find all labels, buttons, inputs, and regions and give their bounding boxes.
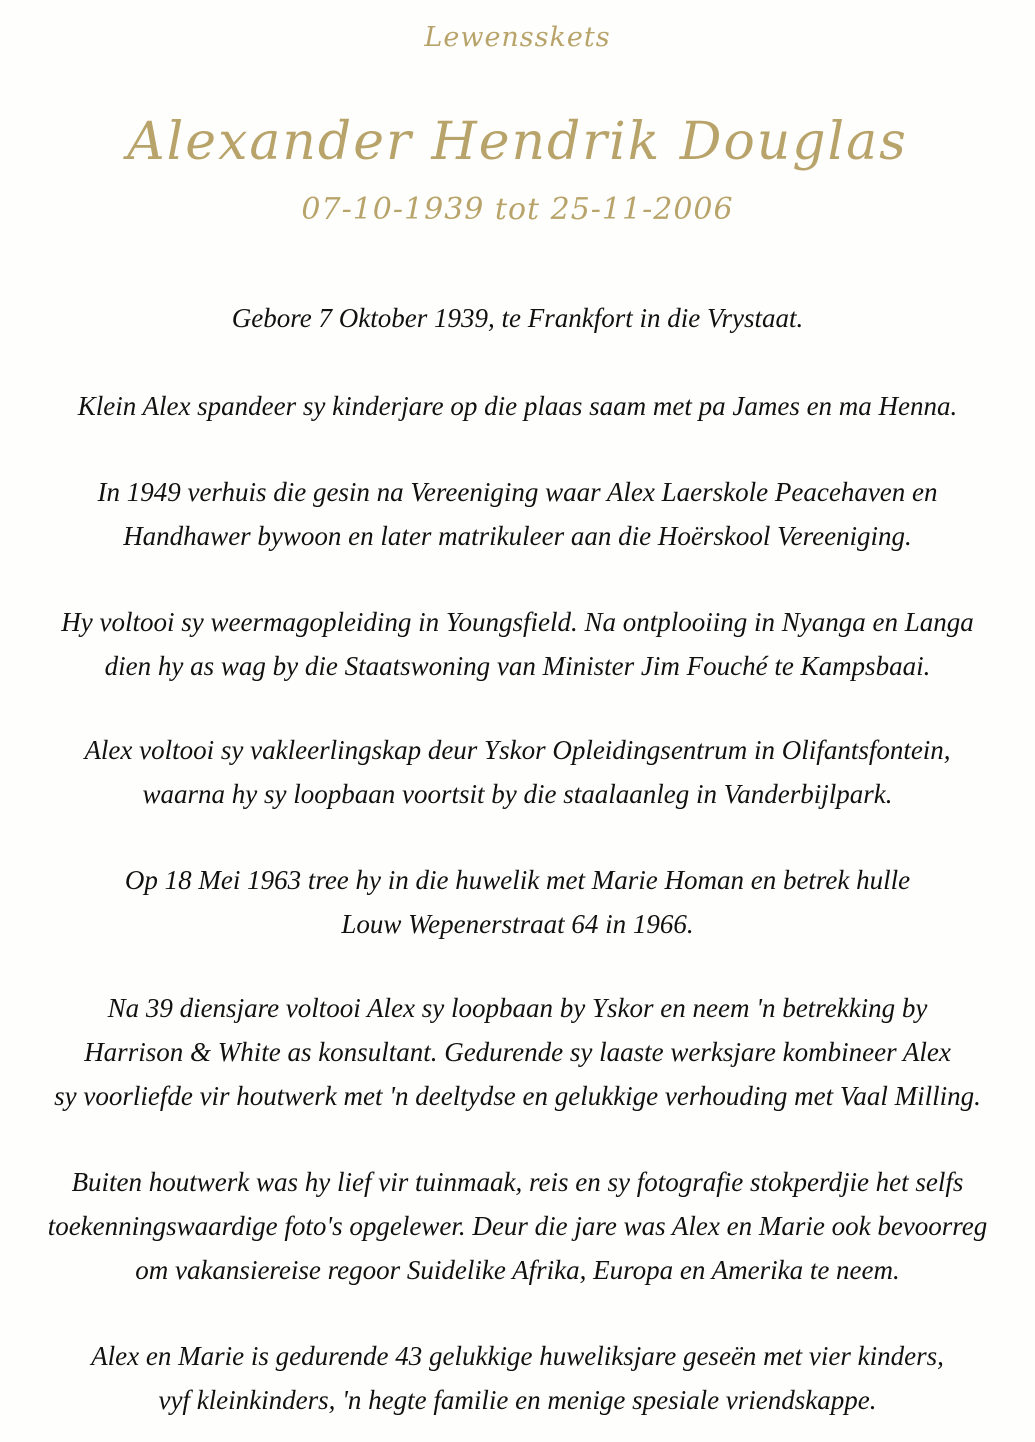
paragraph-line: Harrison & White as konsultant. Gedurende sy laaste werksjare kombineer Alex bbox=[84, 1037, 951, 1067]
paragraph-line: Gebore 7 Oktober 1939, te Frankfort in die Vrystaat. bbox=[231, 303, 804, 333]
paragraph-line: Buiten houtwerk was hy lief vir tuinmaak, reis en sy fotografie stokperdjie het selfs bbox=[71, 1167, 964, 1197]
paragraph-line: Hy voltooi sy weermagopleiding in Youngsfield. Na ontplooiing in Nyanga en Langa bbox=[61, 607, 974, 637]
document-label: Lewensskets bbox=[424, 22, 611, 53]
paragraph-line: dien hy as wag by die Staatswoning van Minister Jim Fouché te Kampsbaai. bbox=[104, 651, 931, 681]
deceased-name: Alexander Hendrik Douglas bbox=[127, 112, 908, 172]
paragraph-line: In 1949 verhuis die gesin na Vereeniging waar Alex Laerskole Peacehaven en bbox=[97, 477, 938, 507]
paragraph-line: sy voorliefde vir houtwerk met 'n deeltydse en gelukkige verhouding met Vaal Milling. bbox=[54, 1081, 981, 1111]
paragraph-family bbox=[20, 1334, 1015, 1422]
paragraph-line: om vakansiereise regoor Suidelike Afrika, Europa en Amerika te neem. bbox=[135, 1255, 900, 1285]
paragraph-line: Alex en Marie is gedurende 43 gelukkige huweliksjare geseën met vier kinders, bbox=[91, 1341, 944, 1371]
paragraph-career bbox=[20, 986, 1015, 1118]
paragraph-line: toekenningswaardige foto's opgelewer. Deur die jare was Alex en Marie ook bevoorreg bbox=[47, 1211, 988, 1241]
paragraph-line: Klein Alex spandeer sy kinderjare op die plaas saam met pa James en ma Henna. bbox=[77, 391, 958, 421]
paragraph-schooling bbox=[20, 470, 1015, 558]
paragraph-line: Louw Wepenerstraat 64 in 1966. bbox=[341, 909, 694, 939]
paragraph-line: Na 39 diensjare voltooi Alex sy loopbaan by Yskor en neem 'n betrekking by bbox=[107, 993, 928, 1023]
paragraph-line: vyf kleinkinders, 'n hegte familie en menige spesiale vriendskappe. bbox=[158, 1385, 877, 1415]
paragraph-line: Alex voltooi sy vakleerlingskap deur Yskor Opleidingsentrum in Olifantsfontein, bbox=[84, 735, 951, 765]
paragraph-line: Handhawer bywoon en later matrikuleer aan die Hoërskool Vereeniging. bbox=[123, 521, 912, 551]
paragraph-military bbox=[20, 600, 1015, 688]
paragraph-line: waarna hy sy loopbaan voortsit by die staalaanleg in Vanderbijlpark. bbox=[142, 779, 893, 809]
life-dates: 07-10-1939 tot 25-11-2006 bbox=[301, 192, 734, 227]
paragraph-hobbies bbox=[20, 1160, 1015, 1292]
paragraph-marriage bbox=[20, 858, 1015, 946]
paragraph-line: Op 18 Mei 1963 tree hy in die huwelik met Marie Homan en betrek hulle bbox=[124, 865, 911, 895]
paragraph-apprenticeship bbox=[20, 728, 1015, 816]
paragraph-birth bbox=[20, 296, 1015, 340]
paragraph-childhood bbox=[20, 384, 1015, 428]
